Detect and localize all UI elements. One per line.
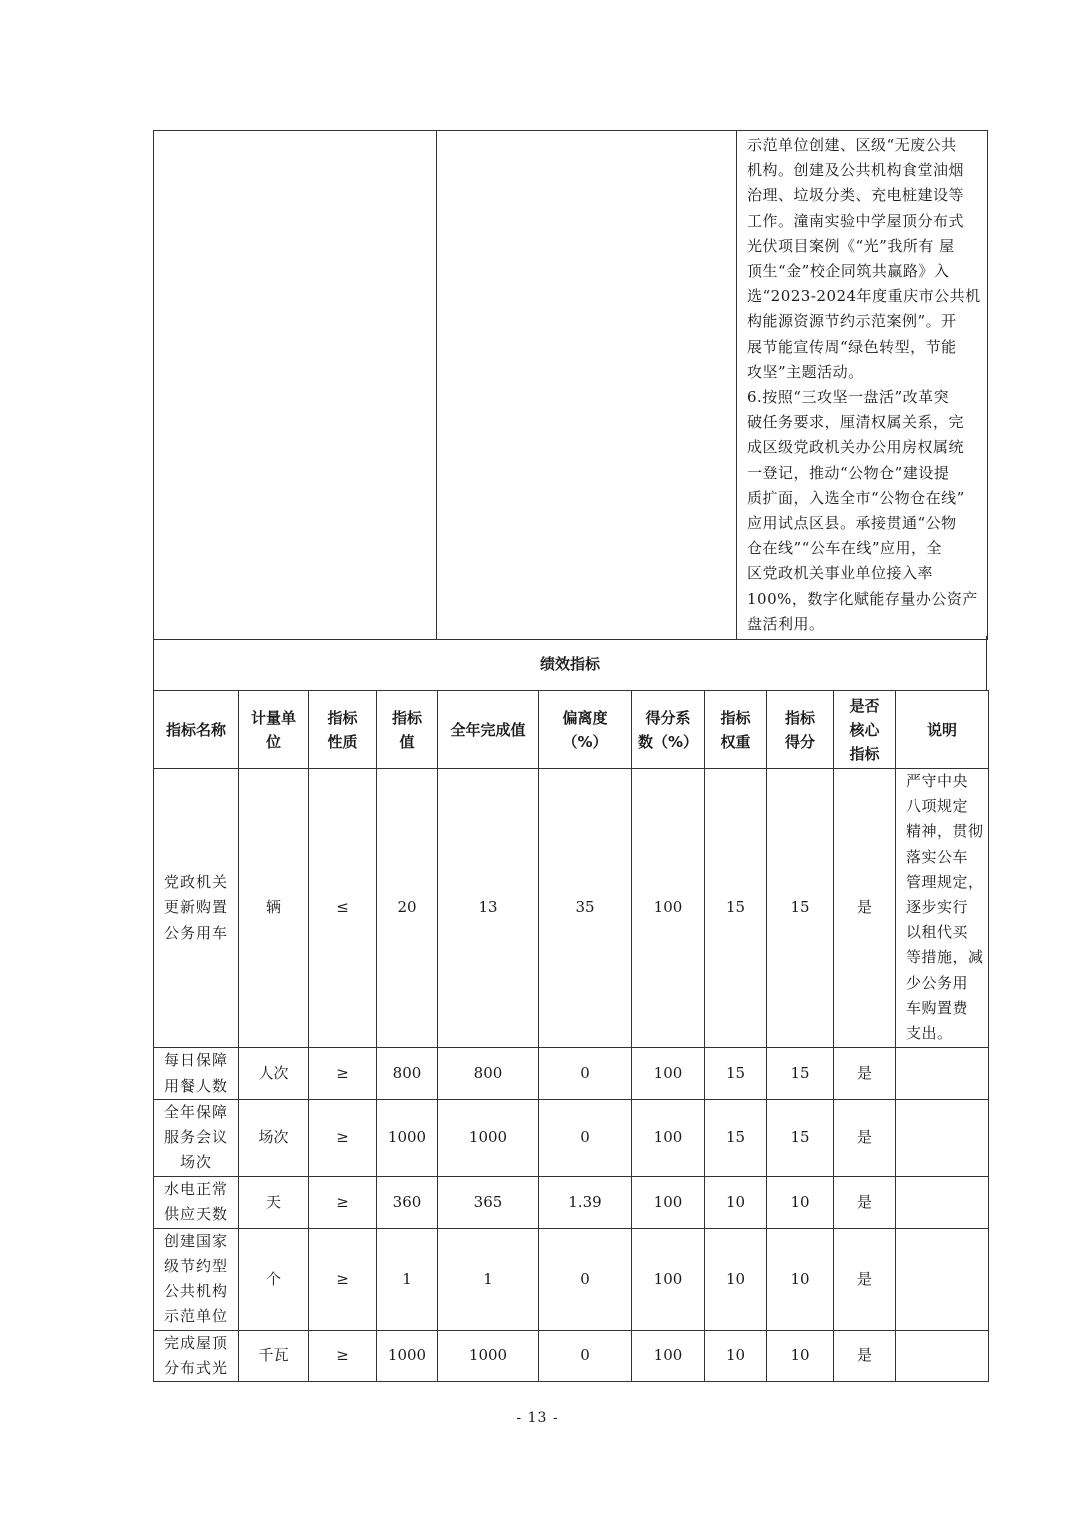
- continuation-line: 6.按照“三攻坚一盘活”改革突: [747, 388, 950, 407]
- note-line: 管理规定，: [906, 872, 984, 891]
- cell-unit: 天: [239, 1176, 309, 1228]
- cell-unit: 辆: [239, 769, 309, 1048]
- note-cell: [896, 1330, 989, 1381]
- header-line: 是否: [849, 696, 880, 715]
- indicator-name-line: 供应天数: [163, 1205, 228, 1224]
- cell-deviation: 0: [539, 1048, 632, 1100]
- cell-score: 15: [767, 1100, 834, 1177]
- indicator-name-cell: [154, 1048, 239, 1100]
- cell-coef: 100: [632, 1330, 705, 1381]
- note-line: 逐步实行: [906, 898, 969, 917]
- cell-weight: 15: [705, 1100, 767, 1177]
- continuation-line: 仓在线”“公车在线”应用，全: [747, 539, 943, 558]
- table-row: [154, 769, 989, 1048]
- cell-coef: 100: [632, 1176, 705, 1228]
- header-note: [896, 691, 989, 769]
- continuation-text: [737, 131, 987, 639]
- continuation-line: 盘活利用。: [747, 614, 825, 633]
- cell-value: 1000: [377, 1330, 438, 1381]
- header-line: 全年完成值: [450, 720, 526, 739]
- continuation-line: 破任务要求，厘清权属关系，完: [747, 413, 965, 432]
- cell-score: 10: [767, 1228, 834, 1330]
- header-line: 说明: [926, 720, 957, 739]
- cell-weight: 10: [705, 1330, 767, 1381]
- indicator-name-line: 场次: [179, 1153, 212, 1172]
- table-row: [154, 1048, 989, 1100]
- header-line: 指标: [784, 708, 815, 727]
- continuation-line: 顶生“金”校企同筑共赢路》入: [747, 262, 950, 281]
- header-core: [834, 691, 896, 769]
- indicator-name-line: 示范单位: [163, 1307, 228, 1326]
- header-actual: [438, 691, 539, 769]
- note-line: 少公务用: [906, 973, 969, 992]
- header-line: 得分系: [645, 708, 691, 727]
- cell-unit: 场次: [239, 1100, 309, 1177]
- note-line: 支出。: [906, 1024, 953, 1043]
- cell-core: 是: [834, 1228, 896, 1330]
- empty-cell-middle: [437, 131, 737, 640]
- indicator-name-line: 创建国家: [163, 1231, 228, 1250]
- cell-coef: 100: [632, 1100, 705, 1177]
- cell-weight: 10: [705, 1228, 767, 1330]
- indicator-name-line: 用餐人数: [163, 1076, 228, 1095]
- cell-deviation: 0: [539, 1330, 632, 1381]
- note-cell: [896, 1100, 989, 1177]
- indicator-name-line: 每日保障: [163, 1051, 228, 1070]
- header-line: 计量单: [250, 708, 296, 727]
- continuation-line: 成区级党政机关办公用房权属统: [747, 438, 965, 457]
- indicator-name-line: 级节约型: [163, 1256, 228, 1275]
- note-line: 以租代买: [906, 923, 969, 942]
- note-line: 精神，贯彻: [906, 822, 984, 841]
- indicator-name-line: 分布式光: [163, 1358, 228, 1377]
- cell-value: 1000: [377, 1100, 438, 1177]
- cell-score: 10: [767, 1176, 834, 1228]
- cell-nature: ≥: [309, 1228, 377, 1330]
- header-line: （%）: [562, 732, 608, 751]
- continuation-line: 机构。创建及公共机构食堂油烟: [747, 161, 965, 180]
- cell-coef: 100: [632, 1228, 705, 1330]
- cell-weight: 10: [705, 1176, 767, 1228]
- cell-nature: ≤: [309, 769, 377, 1048]
- header-line: 数（%）: [637, 732, 699, 751]
- continuation-line: 攻坚”主题活动。: [747, 362, 864, 381]
- header-line: 偏离度: [562, 708, 608, 727]
- header-line: 指标: [391, 708, 422, 727]
- header-line: 核心: [849, 720, 880, 739]
- cell-unit: 人次: [239, 1048, 309, 1100]
- note-cell: [896, 1176, 989, 1228]
- continuation-table: [153, 130, 988, 640]
- note-cell: [896, 1048, 989, 1100]
- continuation-line: 光伏项目案例《“光”我所有 屋: [747, 236, 955, 255]
- header-line: 指标: [849, 744, 880, 763]
- cell-core: 是: [834, 1100, 896, 1177]
- indicator-name-cell: [154, 1176, 239, 1228]
- cell-value: 20: [377, 769, 438, 1048]
- indicator-name-line: 服务会议: [163, 1128, 228, 1147]
- performance-table: [153, 690, 989, 1382]
- cell-score: 10: [767, 1330, 834, 1381]
- cell-actual: 365: [438, 1176, 539, 1228]
- cell-core: 是: [834, 769, 896, 1048]
- cell-nature: ≥: [309, 1100, 377, 1177]
- cell-nature: ≥: [309, 1048, 377, 1100]
- cell-deviation: 1.39: [539, 1176, 632, 1228]
- header-line: 位: [265, 732, 281, 751]
- cell-core: 是: [834, 1048, 896, 1100]
- continuation-line: 选“2023-2024年度重庆市公共机: [747, 287, 981, 306]
- indicator-name-line: 党政机关: [163, 873, 228, 892]
- table-header-row: [154, 691, 989, 769]
- continuation-line: 构能源资源节约示范案例”。开: [747, 312, 957, 331]
- note-cell: [896, 769, 989, 1048]
- continuation-line: 100%，数字化赋能存量办公资产: [747, 589, 978, 608]
- performance-section-title: 绩效指标: [153, 636, 987, 691]
- table-row: [154, 1228, 989, 1330]
- continuation-line: 治理、垃圾分类、充电桩建设等: [747, 186, 965, 205]
- indicator-name-cell: [154, 769, 239, 1048]
- cell-deviation: 35: [539, 769, 632, 1048]
- indicator-name-line: 全年保障: [163, 1103, 228, 1121]
- note-cell: [896, 1228, 989, 1330]
- header-weight: [705, 691, 767, 769]
- indicator-name-line: 公共机构: [163, 1282, 228, 1301]
- indicator-name-line: 完成屋顶: [163, 1333, 228, 1352]
- header-line: 指标: [327, 708, 358, 727]
- cell-value: 800: [377, 1048, 438, 1100]
- continuation-line: 示范单位创建、区级“无废公共: [747, 136, 957, 154]
- table-row: [154, 1176, 989, 1228]
- note-line: 落实公车: [906, 847, 969, 866]
- note-line: 车购置费: [906, 998, 969, 1017]
- header-line: 性质: [327, 732, 358, 751]
- cell-actual: 1: [438, 1228, 539, 1330]
- continuation-line: 区党政机关事业单位接入率: [747, 564, 934, 583]
- cell-actual: 800: [438, 1048, 539, 1100]
- cell-weight: 15: [705, 1048, 767, 1100]
- cell-value: 360: [377, 1176, 438, 1228]
- continuation-text-cell: [737, 131, 988, 640]
- header-nature: [309, 691, 377, 769]
- indicator-name-cell: [154, 1100, 239, 1177]
- note-line: 严守中央: [906, 772, 969, 790]
- continuation-line: 工作。潼南实验中学屋顶分布式: [747, 211, 965, 230]
- header-unit: [239, 691, 309, 769]
- cell-nature: ≥: [309, 1176, 377, 1228]
- header-deviation: [539, 691, 632, 769]
- cell-nature: ≥: [309, 1330, 377, 1381]
- cell-weight: 15: [705, 769, 767, 1048]
- cell-deviation: 0: [539, 1228, 632, 1330]
- cell-unit: 个: [239, 1228, 309, 1330]
- continuation-line: 一登记，推动“公物仓”建设提: [747, 463, 950, 482]
- header-coef: [632, 691, 705, 769]
- indicator-name-line: 公务用车: [163, 923, 228, 942]
- cell-unit: 千瓦: [239, 1330, 309, 1381]
- header-line: 权重: [720, 732, 751, 751]
- header-line: 得分: [784, 732, 815, 751]
- cell-score: 15: [767, 769, 834, 1048]
- cell-coef: 100: [632, 769, 705, 1048]
- indicator-name-cell: [154, 1228, 239, 1330]
- cell-score: 15: [767, 1048, 834, 1100]
- continuation-line: 应用试点区县。承接贯通“公物: [747, 514, 957, 533]
- cell-core: 是: [834, 1330, 896, 1381]
- indicator-name-cell: [154, 1330, 239, 1381]
- header-line: 指标名称: [165, 720, 226, 739]
- header-score: [767, 691, 834, 769]
- cell-coef: 100: [632, 1048, 705, 1100]
- table-row: [154, 1100, 989, 1177]
- header-line: 指标: [720, 708, 751, 727]
- cell-core: 是: [834, 1176, 896, 1228]
- note-line: 等措施，减: [906, 948, 984, 967]
- cell-deviation: 0: [539, 1100, 632, 1177]
- header-line: 值: [399, 732, 415, 751]
- header-value: [377, 691, 438, 769]
- cell-actual: 13: [438, 769, 539, 1048]
- cell-actual: 1000: [438, 1330, 539, 1381]
- cell-actual: 1000: [438, 1100, 539, 1177]
- continuation-line: 展节能宣传周“绿色转型，节能: [747, 337, 957, 356]
- continuation-line: 质扩面，入选全市“公物仓在线”: [747, 488, 965, 507]
- cell-value: 1: [377, 1228, 438, 1330]
- header-name: [154, 691, 239, 769]
- indicator-name-line: 更新购置: [163, 898, 228, 917]
- indicator-name-line: 水电正常: [163, 1179, 228, 1198]
- table-row: [154, 1330, 989, 1381]
- empty-cell-left: [154, 131, 437, 640]
- page-number: - 13 -: [516, 1410, 559, 1426]
- note-line: 八项规定: [906, 797, 969, 816]
